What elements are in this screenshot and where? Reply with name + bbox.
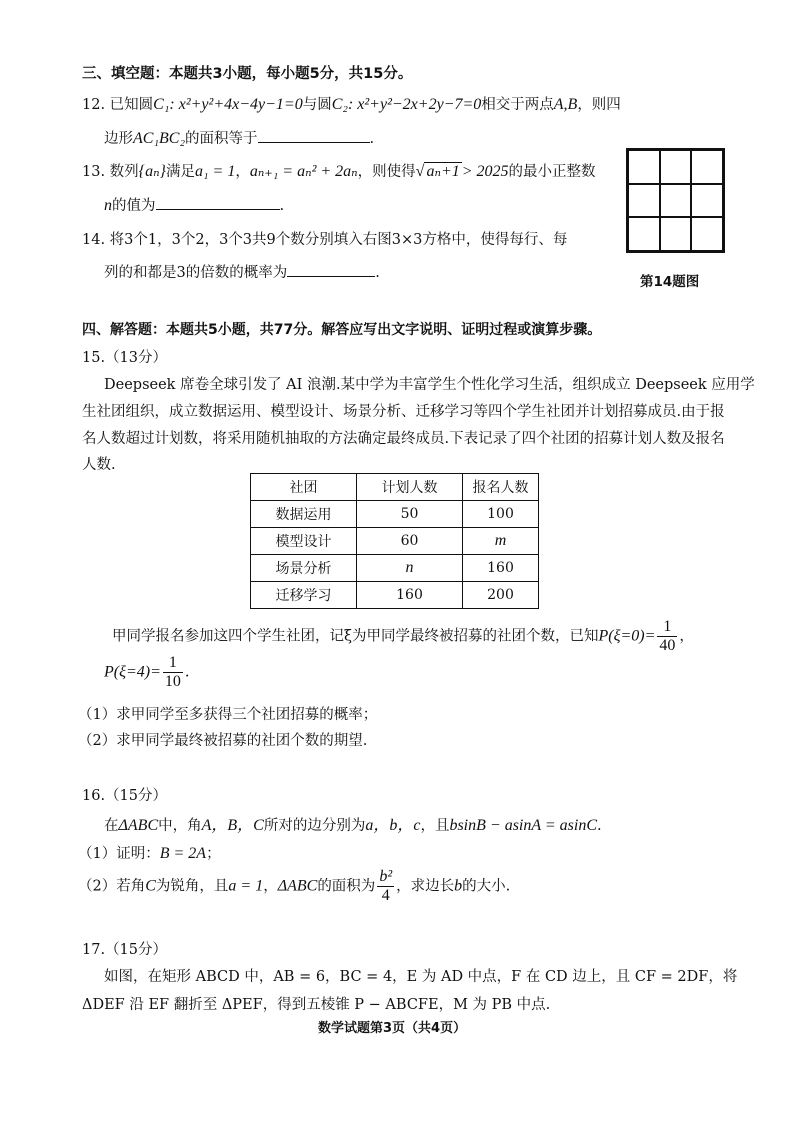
q14-figure-caption: 第14题图 [640,274,700,290]
q16-subquestion-2: （2）若角C为锐角，且a = 1，ΔABC的面积为 $\frac{\text{b²}}{4}$ ，求边长b的大小. [78,868,511,904]
table-header-row [251,474,539,501]
grid-cell [660,217,692,251]
q15-para-line1: Deepseek 席卷全球引发了 AI 浪潮.某中学为丰富学生个性化学习生活，组织成立 Deepseek 应用学 [104,377,755,393]
fraction-area: $\frac{\text{b²}}{4}$ [379,868,393,904]
table-cell: n [357,555,463,582]
q14-number: 14. [82,232,106,248]
page-footer: 数学试题第3页（共4页） [318,1021,467,1036]
grid-cell [691,150,723,184]
table-header-cell: 社团 [251,474,357,501]
table-cell: 50 [357,501,463,528]
table-row [251,528,539,555]
q16-header: 16.（15分） [82,788,168,804]
q15-subquestion-1: （1）求甲同学至多获得三个社团招募的概率； [78,707,378,723]
fraction-one-tenth: $\frac{1}{10}$ [164,654,181,690]
fraction-one-fortieth: $\frac{1}{40}$ [659,618,676,654]
q17-line2: ΔDEF 沿 EF 翻折至 ΔPEF，得到五棱锥 P − ABCFE，M 为 PB 中点. [82,997,551,1013]
grid-cell [691,217,723,251]
q15-para-line2: 生社团组织，成立数据运用、模型设计、场景分析、迁移学习等四个学生社团并计划招募成员.由于报 [82,404,725,420]
q16-stem: 在ΔABC中，角A，B，C所对的边分别为a，b，c，且bsinB − asinA = asinC. [104,817,602,834]
table-cell: m [463,528,539,555]
q15-subquestion-2: （2）求甲同学最终被招募的社团个数的期望. [78,733,368,749]
table-header-cell: 报名人数 [463,474,539,501]
table-cell: 模型设计 [251,528,357,555]
q15-p4-line: P(ξ=4)= $\frac{1}{10}$ . [104,654,190,690]
q15-after-table-line: 甲同学报名参加这四个学生社团，记ξ为甲同学最终被招募的社团个数，已知P(ξ=0)= $\frac{1}{40}$ ， [112,618,694,654]
table-cell: 160 [463,555,539,582]
q12-line1: 12. 已知圆C₁: x²+y²+4x−4y−1=0与圆C₂: x²+y²−2x+2y−7=0相交于两点A,B，则四 [82,96,621,113]
q13-line1: 13. 数列{aₙ}满足a₁ = 1，aₙ₊₁ = aₙ² + 2aₙ，则使得√ aₙ+1 > 2025的最小正整数 [82,163,596,180]
table-cell: 迁移学习 [251,582,357,609]
recruitment-table [250,473,539,609]
q14-line2: 列的和都是3的倍数的概率为 . [104,261,380,282]
q14-line1: 14. 将3个1，3个2，3个3共9个数分别填入右图3×3方格中，使得每行、每 [82,232,568,248]
q17-header: 17.（15分） [82,942,168,958]
table-cell: 场景分析 [251,555,357,582]
section4-title: 四、解答题：本题共5小题，共77分。解答应写出文字说明、证明过程或演算步骤。 [82,322,602,338]
table-cell: 100 [463,501,539,528]
q16-subquestion-1: （1）证明：B = 2A； [78,845,221,862]
table-cell: 60 [357,528,463,555]
table-header-cell: 计划人数 [357,474,463,501]
sqrt-expression: √ aₙ+1 [415,163,460,180]
grid-cell [628,184,660,218]
q15-header: 15.（13分） [82,350,168,366]
q12-number: 12. [82,97,106,113]
q13-answer-blank[interactable] [156,195,280,210]
table-cell: 数据运用 [251,501,357,528]
q12-line2: 边形AC₁BC₂的面积等于 . [104,130,375,147]
table-row [251,555,539,582]
table-row [251,582,539,609]
q15-para-line4: 人数. [82,457,116,473]
q13-number: 13. [82,164,106,180]
q15-para-line3: 名人数超过计划数，将采用随机抽取的方法确定最终成员.下表记录了四个社团的招募计划人数及报名 [82,431,725,447]
table-row [251,501,539,528]
grid-cell [660,184,692,218]
grid-cell [628,217,660,251]
grid-cell [691,184,723,218]
table-cell: 200 [463,582,539,609]
q12-answer-blank[interactable] [258,128,370,143]
q14-grid-figure [626,148,725,253]
grid-cell [628,150,660,184]
q13-line2: n的值为 . [104,197,285,214]
section3-title: 三、填空题：本题共3小题，每小题5分，共15分。 [82,66,413,82]
q14-answer-blank[interactable] [287,262,375,277]
grid-cell [660,150,692,184]
q17-line1: 如图，在矩形 ABCD 中，AB = 6，BC = 4，E 为 AD 中点，F 在 CD 边上，且 CF = 2DF，将 [104,969,738,985]
table-cell: 160 [357,582,463,609]
